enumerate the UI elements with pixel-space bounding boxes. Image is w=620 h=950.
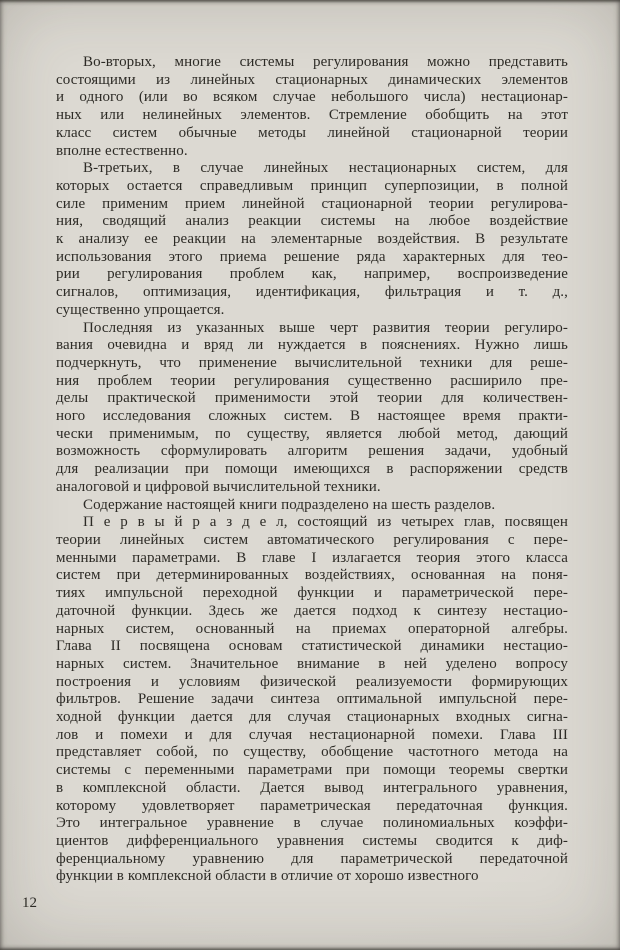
paragraph: [56, 160, 568, 319]
scan-edge-top: [0, 0, 620, 3]
text-line: представляет собой, по существу, обобщение частотного метода на: [56, 744, 568, 761]
text-line: вания очевидна и вряд ли нуждается в пояснениях. Нужно лишь: [56, 337, 568, 354]
text-line: ния проблем теории регулирования существенно расширило пре-: [56, 372, 568, 389]
text-line: циентов дифференциального уравнения системы сводится к диф-: [56, 832, 568, 849]
text-line: класс систем обычные методы линейной стационарной теории: [56, 124, 568, 141]
text-line: силе применим прием линейной стационарной теории регулирова-: [56, 195, 568, 212]
text-line: рии регулирования проблем как, например, воспроизведение: [56, 266, 568, 283]
paragraph: [56, 514, 568, 886]
text-line: функции в комплексной области в отличие от хорошо известного: [56, 868, 479, 885]
text-line: использования этого приема решение ряда характерных для тео-: [56, 248, 568, 265]
text-line: делы практической применимости этой теории для количествен-: [56, 390, 568, 407]
text-block: [56, 54, 568, 886]
text-line: лов и помехи и для случая нестационарной помехи. Глава III: [56, 726, 568, 743]
text-line: аналоговой и цифровой вычислительной техники.: [56, 478, 381, 495]
text-line: ных или нелинейных элементов. Стремление обобщить на этот: [56, 107, 568, 124]
text-line: ходной функции дается для случая стационарных входных сигна-: [56, 709, 568, 726]
text-line: системы с переменными параметрами при помощи теоремы свертки: [56, 762, 568, 779]
paragraph: [56, 320, 568, 497]
text-line: сигналов, оптимизация, идентификация, фильтрация и т. д.,: [56, 284, 568, 301]
text-line: нарных систем. Значительное внимание в ней уделено вопросу: [56, 655, 568, 672]
text-line: П е р в ы й р а з д е л, состоящий из четырех глав, посвящен: [83, 514, 568, 531]
text-line: систем при детерминированных воздействиях, основанная на поня-: [56, 567, 568, 584]
text-line: для реализации при помощи имеющихся в распоряжении средств: [56, 461, 568, 478]
text-line: чески применимым, по существу, является любой метод, дающий: [56, 425, 568, 442]
text-line: возможность сформулировать алгоритм решения задачи, удобный: [56, 443, 568, 460]
text-line: ференциальному уравнению для параметрической передаточной: [56, 850, 568, 867]
text-line: даточной функции. Здесь же дается подход к синтезу нестацио-: [56, 602, 568, 619]
text-line: и одного (или во всяком случае небольшого числа) нестационар-: [56, 89, 568, 106]
text-line: ния, сводящий анализ реакции системы на любое воздействие: [56, 213, 568, 230]
text-line: ного исследования сложных систем. В настоящее время практи-: [56, 408, 568, 425]
text-line: Глава II посвящена основам статистической динамики нестацио-: [56, 638, 568, 655]
text-line: нарных систем, основанный на приемах операторной алгебры.: [56, 620, 568, 637]
text-line: существенно упрощается.: [56, 301, 225, 318]
text-line: построения и условиям физической реализуемости формирующих: [56, 673, 568, 690]
text-line: состоящими из линейных стационарных динамических элементов: [56, 71, 568, 88]
text-line: подчеркнуть, что применение вычислительной техники для реше-: [56, 354, 568, 371]
text-line: Во-вторых, многие системы регулирования можно представить: [83, 54, 568, 70]
text-line: которых остается справедливым принцип суперпозиции, в полной: [56, 177, 568, 194]
text-line: теории линейных систем автоматического регулирования с пере-: [56, 531, 568, 548]
text-line: Это интегральное уравнение в случае полиномиальных коэффи-: [56, 815, 568, 832]
text-line: которому удовлетворяет параметрическая передаточная функция.: [56, 797, 568, 814]
page-number: 12: [22, 895, 37, 911]
text-line: вполне естественно.: [56, 142, 188, 159]
text-line: тиях импульсной переходной функции и параметрической пере-: [56, 585, 568, 602]
text-line: В-третьих, в случае линейных нестационарных систем, для: [83, 160, 568, 177]
paragraph: [56, 54, 568, 160]
text-line: фильтров. Решение задачи синтеза оптимальной импульсной пере-: [56, 691, 568, 708]
paragraph: [56, 497, 568, 515]
text-line: Содержание настоящей книги подразделено на шесть разделов.: [83, 496, 496, 513]
text-line: Последняя из указанных выше черт развития теории регулиро-: [83, 319, 568, 336]
text-line: менными параметрами. В главе I излагается теория этого класса: [56, 549, 568, 566]
text-line: в комплексной области. Дается вывод интегрального уравнения,: [56, 779, 568, 796]
text-line: к анализу ее реакции на элементарные воздействия. В результате: [56, 231, 568, 248]
